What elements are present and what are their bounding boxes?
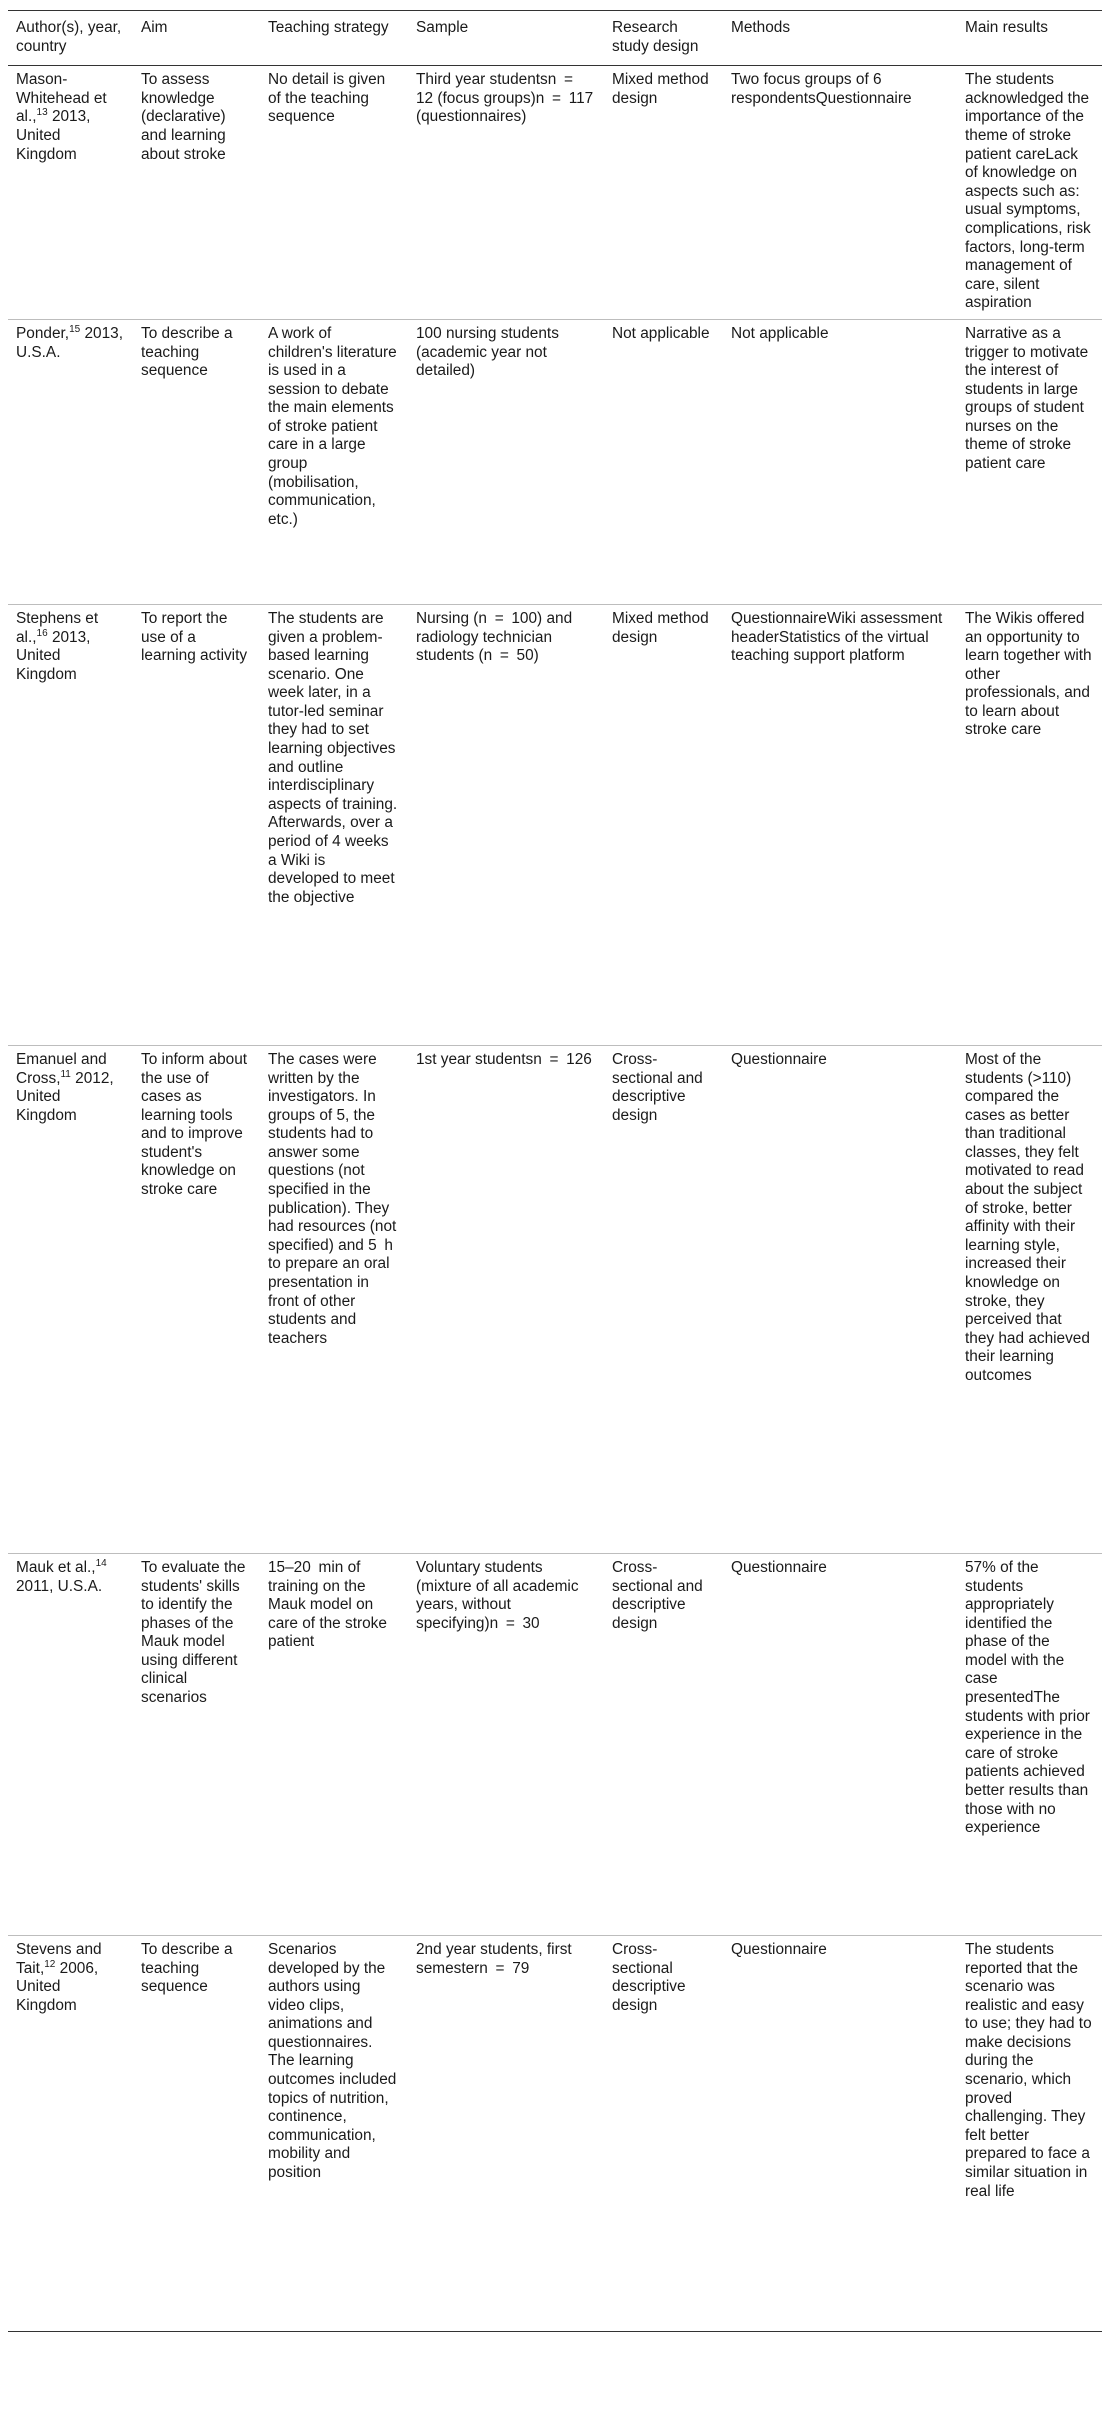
- author-name: Mauk et al.,: [16, 1558, 96, 1576]
- cell-results: Narrative as a trigger to motivate the interest of students in large groups of student nurses on the theme of stroke patient care: [965, 324, 1089, 473]
- cell-design: Mixed method design: [612, 609, 709, 646]
- cell-author: [8, 66, 133, 320]
- header-author: Author(s), year, country: [16, 19, 122, 55]
- cell-sample: Nursing (n = 100) and radiology technician students (n = 50): [416, 609, 573, 665]
- studies-table-container: [8, 10, 1102, 2332]
- cell-aim: To evaluate the students' skills to identify the phases of the Mauk model using different clinical scenarios: [141, 1558, 246, 1707]
- cell-strategy: No detail is given of the teaching sequence: [268, 71, 386, 126]
- cell-methods: QuestionnaireWiki assessment headerStatistics of the virtual teaching support platform: [731, 609, 943, 665]
- cell-strategy: A work of children's literature is used in a session to debate the main elements of stroke patient care in a large group (mobilisation, communication, etc.): [268, 324, 397, 528]
- cell-author: [8, 1935, 133, 2331]
- table-row: [8, 319, 1102, 604]
- author-year-country: 2013, U.S.A.: [16, 324, 123, 361]
- header-design: Research study design: [612, 19, 699, 55]
- reference-number: 11: [60, 1068, 71, 1080]
- cell-results: 57% of the students appropriately identified the phase of the model with the case presentedThe students with prior experience in the care of stroke patients achieved better results than those with no experience: [965, 1558, 1090, 1837]
- cell-sample: Voluntary students (mixture of all academic years, without specifying)n = 30: [416, 1558, 579, 1632]
- header-row: [8, 11, 1102, 66]
- author-year-country: 2006, United Kingdom: [16, 1959, 99, 2014]
- author-year-country: 2012, United Kingdom: [16, 1069, 114, 1124]
- table-row: [8, 1553, 1102, 1935]
- cell-design: Cross-sectional descriptive design: [612, 1940, 686, 2014]
- cell-strategy: 15–20 min of training on the Mauk model on care of the stroke patient: [268, 1558, 387, 1651]
- cell-aim: To describe a teaching sequence: [141, 324, 233, 380]
- cell-strategy: The cases were written by the investigators. In groups of 5, the students had to answer some questions (not specified in the publication). They had resources (not specified) and 5 h to prepare an oral presentation in front of other students and teachers: [268, 1050, 397, 1347]
- cell-strategy: Scenarios developed by the authors using video clips, animations and questionnaires. The learning outcomes included topics of nutrition, continence, communication, mobility and position: [268, 1940, 397, 2182]
- cell-sample: 1st year studentsn = 126: [416, 1050, 592, 1068]
- cell-author: [8, 1553, 133, 1935]
- reference-number: 15: [69, 323, 81, 335]
- table-row: [8, 604, 1102, 1045]
- author-name: Stevens and Tait,: [16, 1940, 102, 1977]
- author-name: Mason-Whitehead et al.,: [16, 71, 107, 126]
- cell-results: The students acknowledged the importance of the theme of stroke patient careLack of knowledge on aspects such as: usual symptoms, complications, risk factors, long-term management of care, silent aspiration: [965, 71, 1091, 312]
- cell-aim: To assess knowledge (declarative) and learning about stroke: [141, 71, 226, 163]
- reference-number: 16: [36, 627, 48, 639]
- cell-results: The students reported that the scenario was realistic and easy to use; they had to make decisions during the scenario, which proved challenging. They felt better prepared to face a similar situation in real life: [965, 1940, 1092, 2200]
- cell-sample: 2nd year students, first semestern = 79: [416, 1940, 572, 1977]
- cell-methods: Questionnaire: [731, 1050, 827, 1068]
- author-name: Emanuel and Cross,: [16, 1050, 107, 1087]
- cell-methods: Questionnaire: [731, 1940, 827, 1958]
- header-results: Main results: [965, 19, 1048, 36]
- table-row: [8, 66, 1102, 320]
- cell-results: Most of the students (>110) compared the cases as better than traditional classes, they felt motivated to read about the subject of stroke, better affinity with their learning style, increased their knowledge on stroke, they perceived that they had achieved their learning outcomes: [965, 1050, 1090, 1384]
- cell-results: The Wikis offered an opportunity to learn together with other professionals, and to learn about stroke care: [965, 609, 1092, 739]
- cell-sample: 100 nursing students (academic year not detailed): [416, 324, 559, 380]
- cell-methods: Questionnaire: [731, 1558, 827, 1576]
- cell-aim: To report the use of a learning activity: [141, 609, 248, 665]
- cell-aim: To describe a teaching sequence: [141, 1940, 233, 1996]
- cell-author: [8, 319, 133, 604]
- cell-strategy: The students are given a problem-based learning scenario. One week later, in a tutor-led seminar they had to set learning objectives and outline interdisciplinary aspects of training. Afterwards, over a period of 4 weeks a Wiki is developed to meet the objective: [268, 609, 398, 906]
- cell-sample: Third year studentsn = 12 (focus groups)n = 117 (questionnaires): [416, 71, 594, 126]
- table-header: [8, 11, 1102, 66]
- header-strategy: Teaching strategy: [268, 19, 389, 36]
- author-name: Stephens et al.,: [16, 609, 99, 646]
- studies-table: [8, 10, 1102, 2332]
- table-row: [8, 1935, 1102, 2331]
- author-year-country: 2011, U.S.A.: [16, 1577, 103, 1595]
- table-body: [8, 66, 1102, 2332]
- cell-design: Cross-sectional and descriptive design: [612, 1558, 703, 1632]
- cell-author: [8, 1045, 133, 1553]
- reference-number: 14: [95, 1557, 107, 1569]
- header-sample: Sample: [416, 19, 469, 36]
- cell-methods: Two focus groups of 6 respondentsQuestionnaire: [731, 71, 912, 107]
- cell-aim: To inform about the use of cases as learning tools and to improve student's knowledge on stroke care: [141, 1050, 248, 1199]
- reference-number: 12: [44, 1958, 56, 1970]
- author-year-country: 2013, United Kingdom: [16, 628, 91, 683]
- cell-design: Cross-sectional and descriptive design: [612, 1050, 703, 1124]
- author-year-country: 2013, United Kingdom: [16, 108, 91, 163]
- header-aim: Aim: [141, 19, 168, 36]
- cell-methods: Not applicable: [731, 324, 829, 342]
- header-methods: Methods: [731, 19, 791, 36]
- reference-number: 13: [36, 107, 48, 119]
- cell-design: Not applicable: [612, 324, 710, 342]
- author-name: Ponder,: [16, 324, 70, 342]
- cell-design: Mixed method design: [612, 71, 709, 107]
- cell-author: [8, 604, 133, 1045]
- table-row: [8, 1045, 1102, 1553]
